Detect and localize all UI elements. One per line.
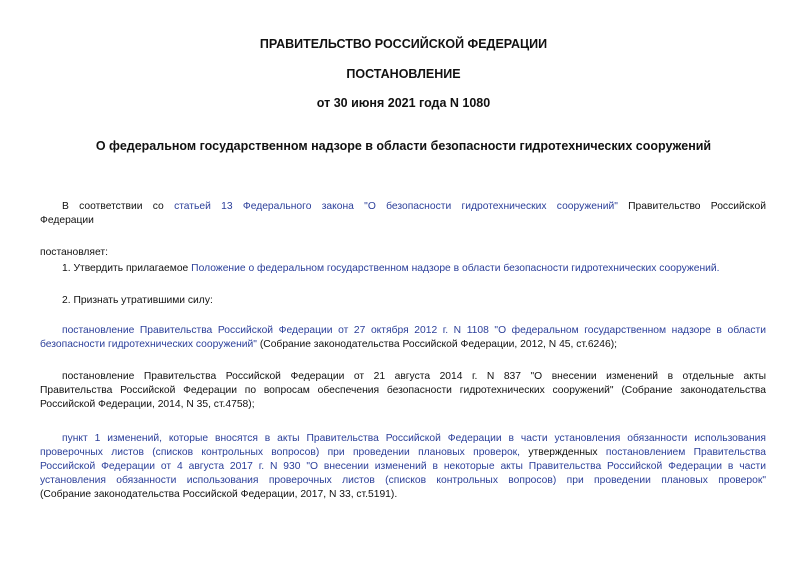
repealed-3-line-4 bbox=[40, 474, 766, 488]
repealed-2-line-2: Правительства Российской Федерации по вопросам обеспечения безопасности гидротехнических сооружений" (Собрание законодательства bbox=[40, 385, 766, 396]
approved-by-text: утвержденных bbox=[528, 447, 598, 458]
item-1-changes-link-cont[interactable]: проверочных листов (списков контрольных вопросов) при проведении плановых проверок, bbox=[40, 447, 521, 458]
repealed-3-source: (Собрание законодательства Российской Федерации, 2017, N 33, ст.5191). bbox=[40, 489, 398, 500]
document-type-heading: ПОСТАНОВЛЕНИЕ bbox=[346, 67, 461, 81]
repealed-1-line-1 bbox=[40, 324, 766, 338]
decree-1108-link-cont[interactable]: безопасности гидротехнических сооружений" bbox=[40, 339, 257, 350]
repealed-2-line-3: Российской Федерации, 2014, N 35, ст.4758); bbox=[40, 399, 255, 410]
government-heading: ПРАВИТЕЛЬСТВО РОССИЙСКОЙ ФЕДЕРАЦИИ bbox=[259, 37, 548, 51]
item-1-text: 1. Утвердить прилагаемое bbox=[62, 263, 189, 274]
federal-law-article-link[interactable]: статьей 13 Федерального закона "О безопасности гидротехнических сооружений" bbox=[174, 201, 618, 212]
decree-930-link-cont[interactable]: Российской Федерации от 4 августа 2017 г. N 930 "О внесении изменений в некоторые акты Правительства Российской Федерации в части bbox=[40, 461, 766, 472]
repealed-3-line-3 bbox=[40, 460, 766, 474]
repealed-1-source: (Собрание законодательства Российской Федерации, 2012, N 45, ст.6246); bbox=[259, 339, 618, 350]
repealed-3-line-1 bbox=[40, 432, 766, 446]
document-title: О федеральном государственном надзоре в области безопасности гидротехнических сооружений bbox=[95, 139, 712, 153]
date-number-heading: от 30 июня 2021 года N 1080 bbox=[316, 96, 491, 110]
repealed-3-line-2 bbox=[40, 446, 766, 460]
intro-text-tail: Правительство Российской bbox=[628, 201, 766, 212]
repealed-2-line-1: постановление Правительства Российской Федерации от 21 августа 2014 г. N 837 "О внесении изменений в отдельные акты bbox=[62, 371, 766, 382]
decrees-word: постановляет: bbox=[40, 247, 108, 258]
intro-line-1 bbox=[40, 200, 766, 214]
decree-1108-link[interactable]: постановление Правительства Российской Федерации от 27 октября 2012 г. N 1108 "О федеральном государственном надзоре в области bbox=[62, 325, 766, 336]
decree-930-link[interactable]: постановлением Правительства bbox=[605, 447, 766, 458]
item-1-changes-link[interactable]: пункт 1 изменений, которые вносятся в акты Правительства Российской Федерации в части установления обязанности использования bbox=[62, 433, 766, 444]
regulation-link[interactable]: Положение о федеральном государственном надзоре в области безопасности гидротехнических сооружений. bbox=[191, 263, 720, 274]
item-1 bbox=[40, 262, 766, 276]
intro-line-2: Федерации bbox=[40, 215, 94, 226]
repealed-1-line-2 bbox=[40, 338, 766, 352]
intro-text: В соответствии со bbox=[62, 201, 164, 212]
item-2: 2. Признать утратившими силу: bbox=[62, 295, 213, 306]
decree-930-link-end[interactable]: установления обязанности использования проверочных листов (списков контрольных вопросов) при проведении плановых проверок" bbox=[40, 475, 766, 486]
